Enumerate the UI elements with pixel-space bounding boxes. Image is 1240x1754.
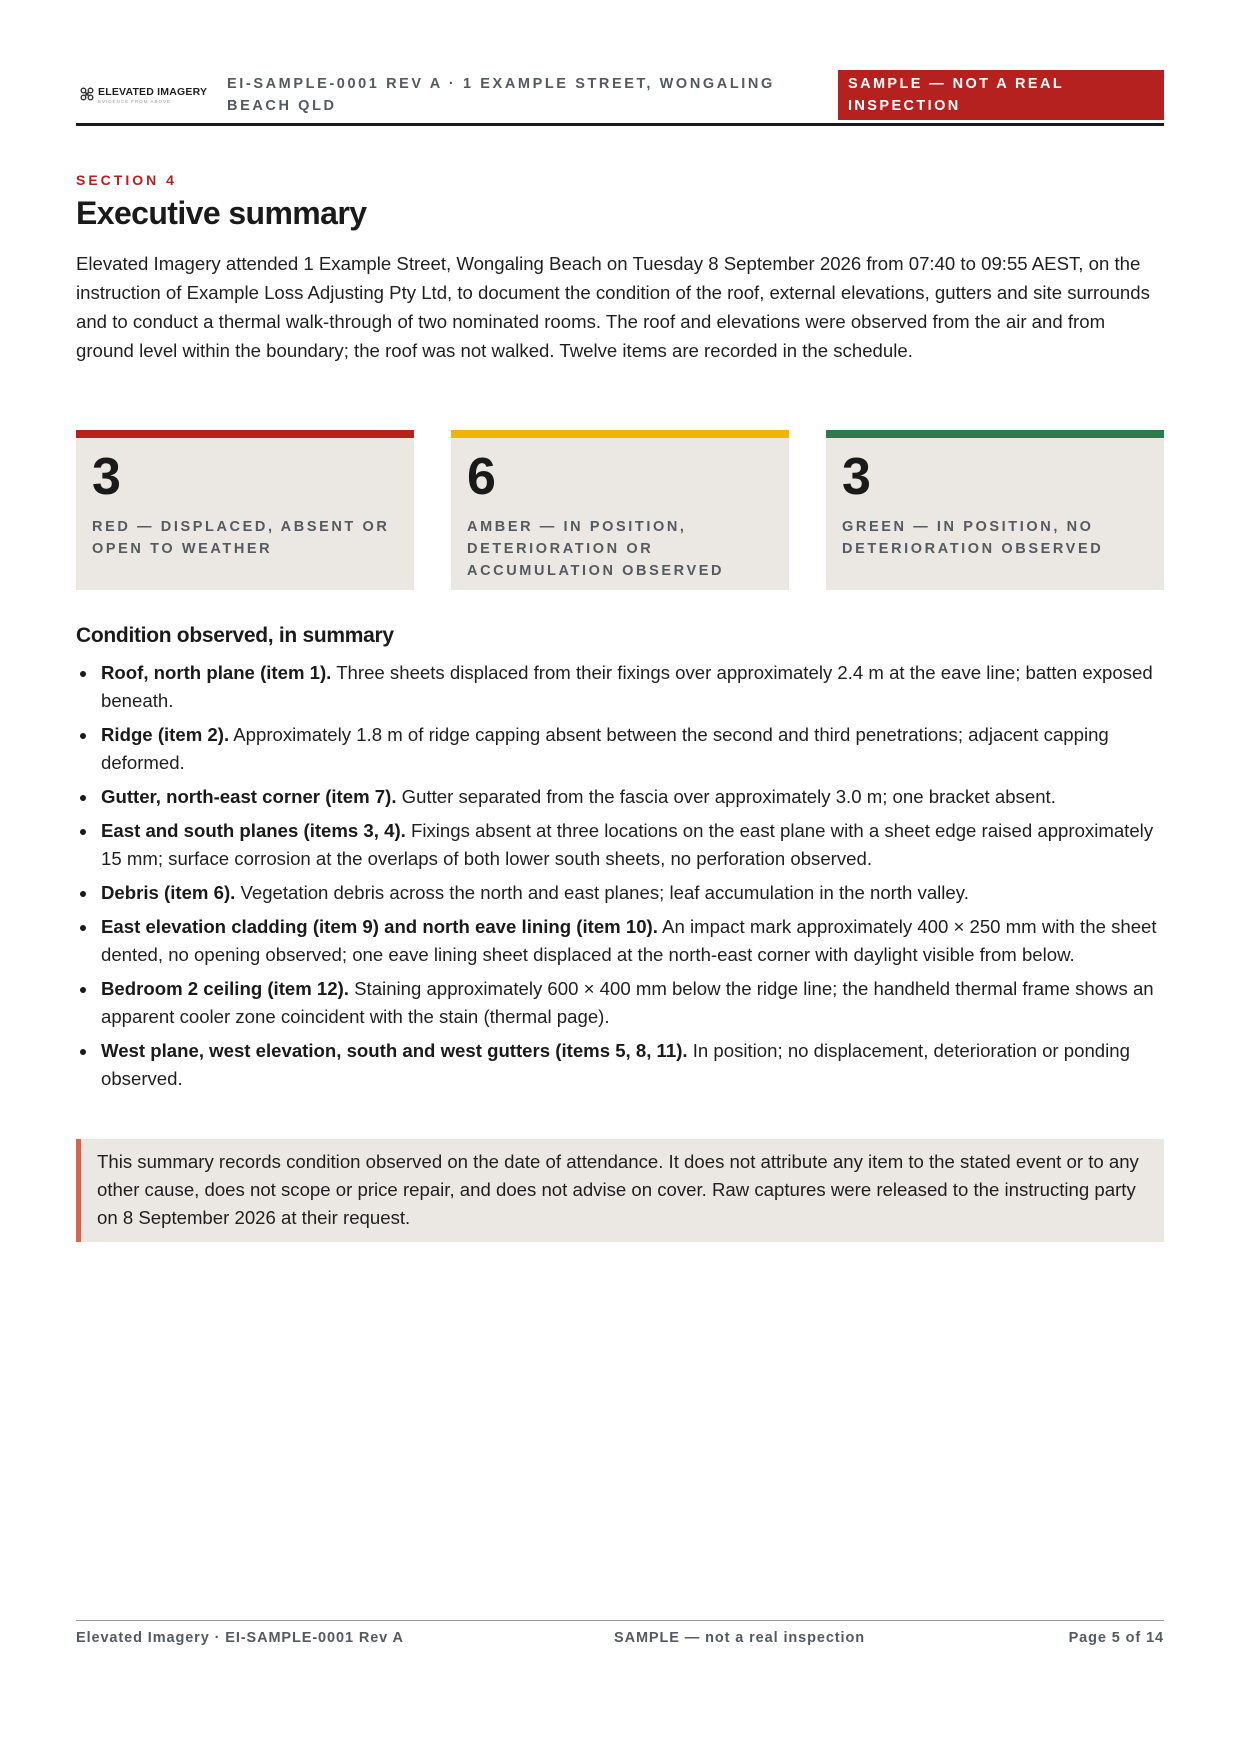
item-text: In position; no displacement, deterioration or ponding observed. [101, 1040, 1130, 1089]
list-item [101, 783, 1164, 811]
logo-name: ELEVATED IMAGERY [98, 86, 208, 98]
list-item [101, 879, 1164, 907]
item-lead: Roof, north plane (item 1). [101, 662, 332, 683]
amber-count: 6 [467, 448, 496, 506]
condition-summary-list [76, 659, 1164, 1099]
page-header [76, 70, 1164, 126]
item-lead: Bedroom 2 ceiling (item 12). [101, 978, 349, 999]
rating-summary-cards [76, 430, 1164, 590]
item-lead: Debris (item 6). [101, 882, 236, 903]
item-text: An impact mark approximately 400 × 250 mm with the sheet dented, no opening observed; one eave lining sheet displaced at the north-east corner with daylight visible from below. [101, 916, 1157, 965]
item-text: Gutter separated from the fascia over approximately 3.0 m; one bracket absent. [396, 786, 1056, 807]
red-count-label: RED — DISPLACED, ABSENT OR OPEN TO WEATHER [92, 519, 390, 557]
item-text: Vegetation debris across the north and east planes; leaf accumulation in the north valley. [235, 882, 969, 903]
list-item [101, 659, 1164, 715]
sample-banner: SAMPLE — NOT A REAL INSPECTION [838, 70, 1164, 120]
list-item [101, 913, 1164, 969]
amber-count-label: AMBER — IN POSITION, DETERIORATION OR ACCUMULATION OBSERVED [467, 519, 725, 579]
page-title: Executive summary [76, 195, 367, 231]
disclaimer-note: This summary records condition observed on the date of attendance. It does not attribute any item to the stated event or to any other cause, does not scope or price repair, and does not advise on cover. Raw captures were released to the instructing party on 8 September 2026 at their request. [76, 1139, 1164, 1242]
green-count-label: GREEN — IN POSITION, NO DETERIORATION OBSERVED [842, 519, 1104, 557]
item-text: Approximately 1.8 m of ridge capping absent between the second and third penetrations; adjacent capping deformed. [101, 724, 1109, 773]
list-item [101, 975, 1164, 1031]
green-count-card [826, 430, 1164, 590]
company-logo [80, 86, 207, 105]
item-text: Fixings absent at three locations on the east plane with a sheet edge raised approximately 15 mm; surface corrosion at the overlaps of both lower south sheets, no perforation observed. [101, 820, 1154, 869]
item-lead: East and south planes (items 3, 4). [101, 820, 406, 841]
intro-paragraph: Elevated Imagery attended 1 Example Street, Wongaling Beach on Tuesday 8 September 2026 from 07:40 to 09:55 AEST, on the instruction of Example Loss Adjusting Pty Ltd, to document the condition of the roof, external elevations, gutters and site surrounds and to conduct a thermal walk-through of two nominated rooms. The roof and elevations were observed from the air and from ground level within the boundary; the roof was not walked. Twelve items are recorded in the schedule. [76, 253, 1150, 361]
logo-tagline: EVIDENCE FROM ABOVE [98, 99, 172, 104]
amber-count-card [451, 430, 789, 590]
item-lead: West plane, west elevation, south and west gutters (items 5, 8, 11). [101, 1040, 688, 1061]
red-count-card [76, 430, 414, 590]
item-lead: East elevation cladding (item 9) and north eave lining (item 10). [101, 916, 658, 937]
footer-sample-notice: SAMPLE — not a real inspection [614, 1630, 865, 1646]
list-item [101, 1037, 1164, 1093]
item-lead: Gutter, north-east corner (item 7). [101, 786, 397, 807]
footer-document-ref: Elevated Imagery · EI-SAMPLE-0001 Rev A [76, 1630, 404, 1646]
list-item [101, 817, 1164, 873]
page-footer [76, 1620, 1164, 1661]
red-count: 3 [92, 448, 121, 506]
page-number: Page 5 of 14 [1068, 1630, 1164, 1646]
list-item [101, 721, 1164, 777]
summary-heading: Condition observed, in summary [76, 624, 394, 647]
section-eyebrow: SECTION 4 [76, 172, 177, 188]
item-text: Staining approximately 600 × 400 mm below the ridge line; the handheld thermal frame shows an apparent cooler zone coincident with the stain (thermal page). [101, 978, 1154, 1027]
drone-icon [80, 87, 94, 101]
item-lead: Ridge (item 2). [101, 724, 230, 745]
document-reference: EI-SAMPLE-0001 REV A · 1 EXAMPLE STREET, WONGALING BEACH QLD [227, 76, 775, 114]
item-text: Three sheets displaced from their fixings over approximately 2.4 m at the eave line; batten exposed beneath. [101, 662, 1153, 711]
green-count: 3 [842, 448, 871, 506]
